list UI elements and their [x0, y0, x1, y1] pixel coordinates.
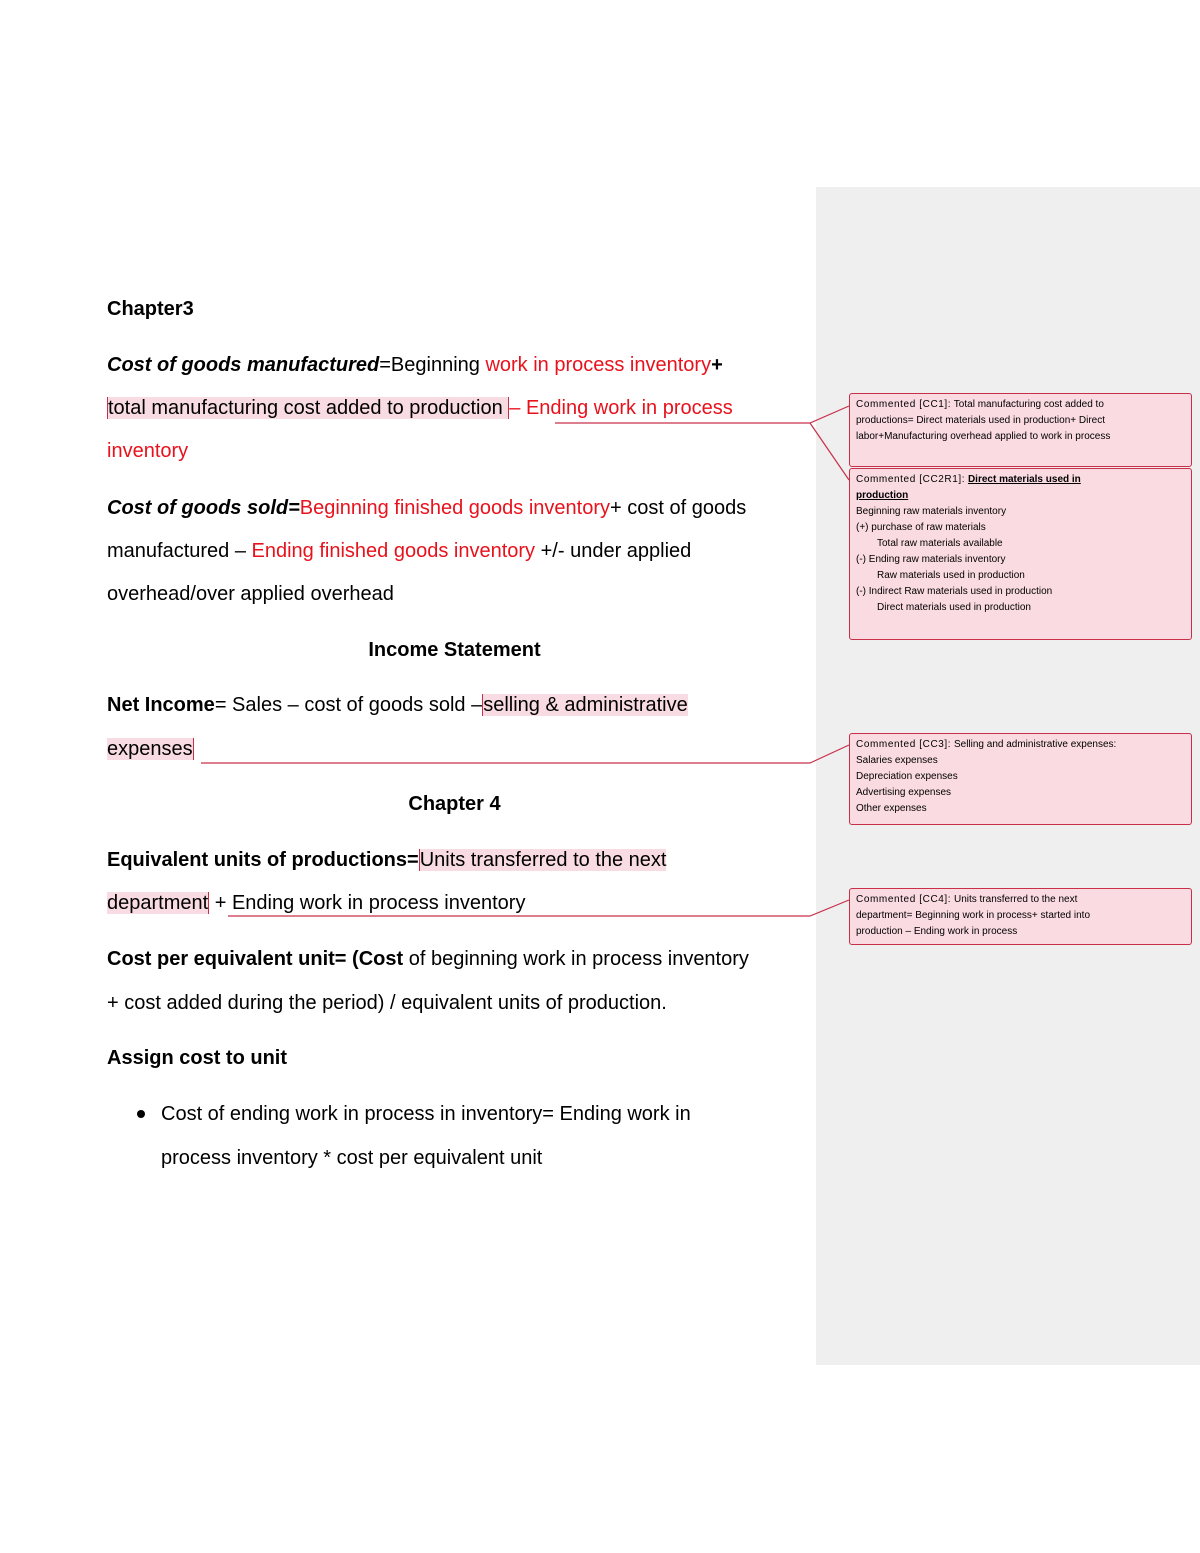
cogm-line-1	[107, 352, 723, 378]
comment-cc3-line-3: Advertising expenses	[856, 787, 952, 798]
comment-cc3-line-1: Salaries expenses	[856, 755, 938, 766]
net-income-line-1	[107, 692, 688, 718]
comment-cc4-line-1: Units transferred to the next	[953, 894, 1078, 905]
net-income-label: Net Income	[107, 694, 215, 716]
comment-cc4-line-2: department= Beginning work in process+ started into	[856, 910, 1091, 921]
cogm-term3-dash: –	[509, 397, 526, 419]
cogs-line-2	[107, 538, 691, 564]
comment-cc3-title: Selling and administrative expenses:	[953, 739, 1117, 750]
cogs-label: Cost of goods sold=	[107, 497, 300, 519]
comment-cc4-line-3: production – Ending work in process	[856, 926, 1018, 937]
comment-cc1-line-2: productions= Direct materials used in production+ Direct	[856, 415, 1106, 426]
comment-cc2r1[interactable]	[849, 468, 1192, 640]
bullet-line-1: Cost of ending work in process in inventory= Ending work in	[161, 1103, 691, 1125]
comment-cc4-tag: Commented [CC4]:	[856, 894, 952, 905]
comment-cc3-tag: Commented [CC3]:	[856, 739, 952, 750]
commented-text-cc3[interactable]: selling & administrative	[483, 694, 688, 716]
cost-per-unit-line-1	[107, 946, 749, 972]
comment-cc2r1-title-b: production	[856, 490, 909, 501]
cogm-eq: =Beginning	[379, 354, 486, 376]
cogm-plus: +	[711, 354, 723, 376]
comment-cc2r1-line-1: Beginning raw materials inventory	[856, 506, 1007, 517]
cogm-term1: work in process inventory	[485, 354, 712, 376]
connector-cc2	[810, 423, 849, 480]
commented-text-cc4[interactable]: Units transferred to the next	[419, 849, 667, 871]
income-statement-heading: Income Statement	[368, 639, 541, 661]
comment-cc2r1-title-a: Direct materials used in	[967, 474, 1081, 485]
cogm-label: Cost of goods manufactured	[107, 354, 380, 376]
cogs-term1: Beginning finished goods inventory	[299, 497, 610, 519]
cost-per-unit-label: Cost per equivalent unit= (Cost	[107, 948, 404, 970]
equivalent-units-rest: + Ending work in process inventory	[214, 892, 526, 914]
net-income-line-2	[107, 736, 194, 762]
bullet-dot	[137, 1110, 145, 1118]
comment-cc3[interactable]	[849, 733, 1192, 825]
chapter3-heading: Chapter3	[107, 298, 194, 320]
cogs-term2: + cost of goods	[610, 497, 747, 519]
commented-text-cc3-cont[interactable]: expenses	[107, 738, 193, 760]
assign-cost-heading: Assign cost to unit	[107, 1047, 287, 1069]
cogm-line-2	[107, 395, 733, 421]
cogm-term3: Ending work in process	[525, 397, 733, 419]
comment-cc1-line-1: Total manufacturing cost added to	[953, 399, 1104, 410]
cogs-term3: Ending finished goods inventory	[251, 540, 536, 562]
cogs-term2-cont: manufactured –	[107, 540, 252, 562]
chapter4-heading: Chapter 4	[408, 793, 501, 815]
net-income-eq: = Sales – cost of goods sold –	[214, 694, 483, 716]
comment-cc2r1-line-2: (+) purchase of raw materials	[856, 522, 986, 533]
cogs-term4: +/- under applied	[535, 540, 692, 562]
cogs-line-3: overhead/over applied overhead	[107, 583, 394, 605]
comment-cc2r1-tag: Commented [CC2R1]:	[856, 474, 966, 485]
comment-cc4[interactable]	[849, 888, 1192, 945]
equivalent-units-line-1	[107, 847, 666, 873]
comment-cc2r1-line-4: (-) Ending raw materials inventory	[856, 554, 1006, 565]
equivalent-units-label: Equivalent units of productions=	[107, 849, 419, 871]
comment-cc1[interactable]	[849, 393, 1192, 467]
bullet-line-2: process inventory * cost per equivalent unit	[161, 1147, 543, 1169]
connector-cc3	[201, 745, 849, 763]
cogm-line-3: inventory	[107, 440, 189, 462]
cost-per-unit-rest1: of beginning work in process inventory	[403, 948, 749, 970]
comment-cc3-line-2: Depreciation expenses	[856, 771, 958, 782]
commented-text-cc4-cont[interactable]: department	[107, 892, 209, 914]
comment-cc2r1-line-3: Total raw materials available	[877, 538, 1003, 549]
equivalent-units-line-2	[107, 890, 525, 916]
comment-cc2r1-line-6: (-) Indirect Raw materials used in production	[856, 586, 1053, 597]
commented-text-cc1[interactable]: total manufacturing cost added to production	[108, 397, 509, 419]
comment-cc1-tag: Commented [CC1]:	[856, 399, 952, 410]
comment-cc1-line-3: labor+Manufacturing overhead applied to work in process	[856, 431, 1111, 442]
comment-cc3-line-4: Other expenses	[856, 803, 927, 814]
comment-cc2r1-line-5: Raw materials used in production	[877, 570, 1025, 581]
cogs-line-1	[107, 495, 746, 521]
cost-per-unit-line-2: + cost added during the period) / equivalent units of production.	[107, 992, 667, 1014]
comment-cc2r1-line-7: Direct materials used in production	[877, 602, 1031, 613]
